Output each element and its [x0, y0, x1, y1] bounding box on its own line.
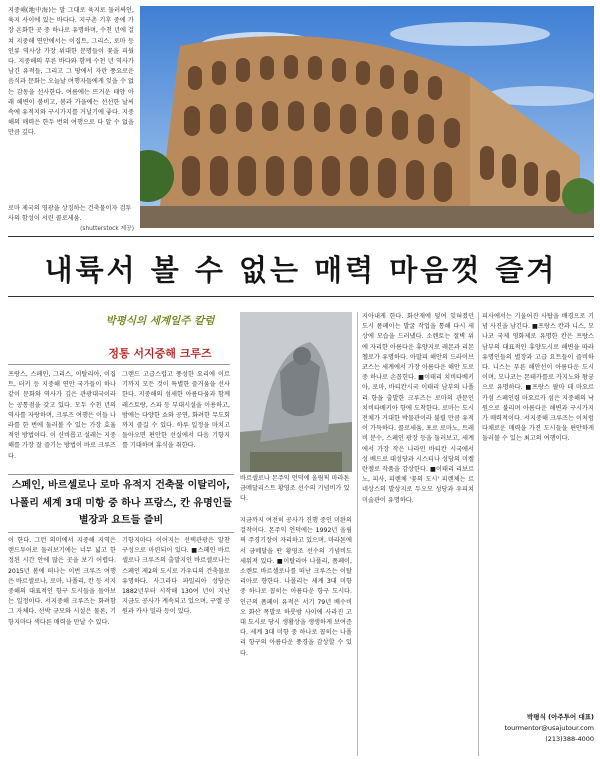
- headline-bottom-rule: [8, 296, 594, 297]
- body-column-3: 이 한다. 그런 의미에서 지중해 지역은 랜드투어로 둘러보기에는 너무 넓고 한정된 시간 안에 많은 곳을 보기 어렵다. 2015년 봄에 떠나는 이번 크루즈 여행은 바르셀로나, 로마, 나폴리, 칸 등 서지중해의 대표적인 항구 도시들을 돌아보는 일정이다. 서지중해 크루즈는 화려함 그 자체다. 선박 규모와 시설은 물론, 기항지마다 색다른 매력을 만날 수 있다.: [8, 537, 116, 626]
- column-subtitle: 정통 서지중해 크루즈: [108, 347, 212, 360]
- photo-caption: [8, 204, 134, 234]
- author-email: tourmentor@usajutour.com: [504, 724, 594, 732]
- body-column-2: 그랜드 고급스럽고 풍성한 요리에 이르기까지 모든 것이 특별한 즐거움을 선사한다. 지중해의 섬세한 아름다움과 함께 레스토랑, 스파 등 부대시설을 이용하고, 밤에는 다양한 쇼와 공연, 화려한 무도회까지 즐길 수 있다. 하루 일정을 마치고 돌아오면 편안한 선실에서 다음 기항지를 기대하며 휴식을 취한다.: [122, 371, 230, 450]
- column-divider: [478, 312, 479, 756]
- kicker-summary: 스페인, 바르셀로나 로마 유적지 건축물 이탈리아, 나폴리 세계 3대 미항 중 하나 프랑스, 칸 유명인들 별장과 요트들 즐비: [8, 474, 234, 533]
- headline-top-rule: [8, 236, 594, 237]
- body-column-4: 기항지마다 이어지는 선택관광은 알찬 구성으로 마련되어 있다. ■스페인 바르셀로나 크루즈의 출발지인 바르셀로나는 스페인 제2의 도시로 가우디의 건축물로 유명하다. 사그라다 파밀리아 성당은 1882년부터 시작해 130여 년이 지난 지금도 공사가 계속되고 있으며, 구엘 공원과 카사 밀라 등이 있다.: [122, 537, 230, 616]
- author-byline: [482, 712, 594, 745]
- monument-photo: [240, 312, 352, 472]
- body-column-1: 프랑스, 스페인, 그리스, 이탈리아, 이집트, 터키 등 지중해 연안 국가들이 하나같이 문화와 역사가 깊은 관광대국이라는 공통점을 갖고 있다. 모두 수천 년의 역사를 자랑하며, 크루즈 여행은 이들 나라를 한 번에 둘러볼 수 있는 가장 효율적인 방법이다. 이 신비롭고 설레는 지중해를 가장 잘 즐기는 방법이 바로 크루즈다.: [8, 371, 116, 460]
- body-column-6: 지아내게 한다. 화산재에 덮여 잊혀졌던 도시 폼페이는 발굴 작업을 통해 다시 세상에 모습을 드러냈다. 소렌토는 절벽 위에 자리한 아름다운 휴양지로 레몬과 리몬첼로가 유명하다. 아말피 해안의 드라이브 코스는 세계에서 가장 아름다운 해안 도로 중 하나로 손꼽힌다. ■이태리 치비타베키아, 로마, 바티칸시국 이태리 남부의 나폴리 항을 출발한 크루즈는 로마의 관문인 치비타베키아 항에 도착한다. 로마는 도시 전체가 거대한 박물관이라 불릴 만큼 유적이 가득하다. 콜로세움, 포로 로마노, 트레비 분수, 스페인 광장 등을 둘러보고, 세계에서 가장 작은 나라인 바티칸 시국에서 성 베드로 대성당과 시스티나 성당의 미켈란젤로 작품을 감상한다. ■이태리 리보르노, 피사, 피렌체 '꽃의 도시' 피렌체는 르네상스의 발상지로 두오모 성당과 우피치 미술관이 유명하다.: [362, 313, 474, 504]
- monument-illustration: [240, 312, 352, 472]
- intro-paragraph: 지중해(地中海)는 말 그대로 육지로 둘러싸인, 육지 사이에 있는 바다다. 지구촌 기후 중에 가장 온화한 곳 중 하나로 유명하며, 수천 년에 걸쳐 지중해 연안에서는 이집트, 그리스, 로마 등 인류 역사상 가장 위대한 문명들이 꽃을 피웠다. 지중해의 푸른 바다와 함께 수천 년 역사가 남긴 유적들, 그리고 그 땅에서 자란 풍요로운 음식과 문화는 오늘날 여행자들에게 잊을 수 없는 감동을 선사한다. 여름에는 뜨거운 태양 아래 해변이 붐비고, 봄과 가을에는 선선한 날씨 속에 유적지와 구시가지를 거닐기에 좋다. 지중해의 매력은 한두 번의 여행으로 다 알 수 없을 만큼 깊다.: [8, 7, 134, 137]
- body-column-7: 피사에서는 기울어진 사탑을 배경으로 기념 사진을 남긴다. ■프랑스 칸과 니스, 모나코 국제 영화제로 유명한 칸은 프랑스 남부의 대표적인 휴양도시로 해변을 따라 유명인들의 별장과 고급 요트들이 즐비하다. 니스는 푸른 해안선이 아름다운 도시이며, 모나코는 몬테카를로 카지노와 왕궁으로 유명하다. ■프랑스 팔마 데 마요르카섬 스페인령 마요르카 섬은 지중해의 낙원으로 불리며 아름다운 해변과 구시가지가 매력적이다. 서지중해 크루즈는 이처럼 다채로운 매력을 가진 도시들을 편안하게 둘러볼 수 있는 최고의 여행이다.: [482, 313, 594, 443]
- colosseum-illustration: [140, 6, 594, 228]
- subtitle-rule: [8, 364, 230, 365]
- author-phone: (213)388-4000: [545, 735, 594, 743]
- body-column-5: 지금까지 여전히 공사가 진행 중인 미완의 걸작이다. 몬주익 언덕에는 1992년 올림픽 주경기장이 자리하고 있으며, 마라톤에서 금메달을 딴 황영조 선수의 기념비도 세워져 있다. ■이탈리아 나폴리, 폼페이, 소렌토 바르셀로나를 떠난 크루즈는 이탈리아로 향한다. 나폴리는 세계 3대 미항 중 하나로 꼽히는 아름다운 항구 도시다. 인근의 폼페이 유적은 서기 79년 베수비오 화산 폭발로 하룻밤 사이에 사라진 고대 도시로 당시 생활상을 생생하게 보여준다. 세계 3대 미항 중 하나로 꼽히는 나폴리 항구의 아름다운 풍경을 감상할 수 있다.: [240, 517, 352, 657]
- author-name: 박평식 (아주투어 대표): [527, 713, 594, 721]
- caption-credit: (shutterstock 제공): [80, 226, 134, 232]
- monument-caption: 바르셀로나 몬주익 언덕에 올림픽 마라톤 금메달리스트 황영조 선수의 기념비가 있다.: [240, 475, 350, 502]
- caption-text: 로마 제국의 영광을 상징하는 건축물이자 검투사의 함성이 서린 콜로세움.: [8, 205, 132, 222]
- headline: 내륙서 볼 수 없는 매력 마음껏 즐겨: [44, 253, 558, 287]
- column-banner: 박평식의 세계일주 칼럼: [105, 315, 215, 327]
- column-divider: [357, 312, 358, 756]
- colosseum-photo: [140, 6, 594, 228]
